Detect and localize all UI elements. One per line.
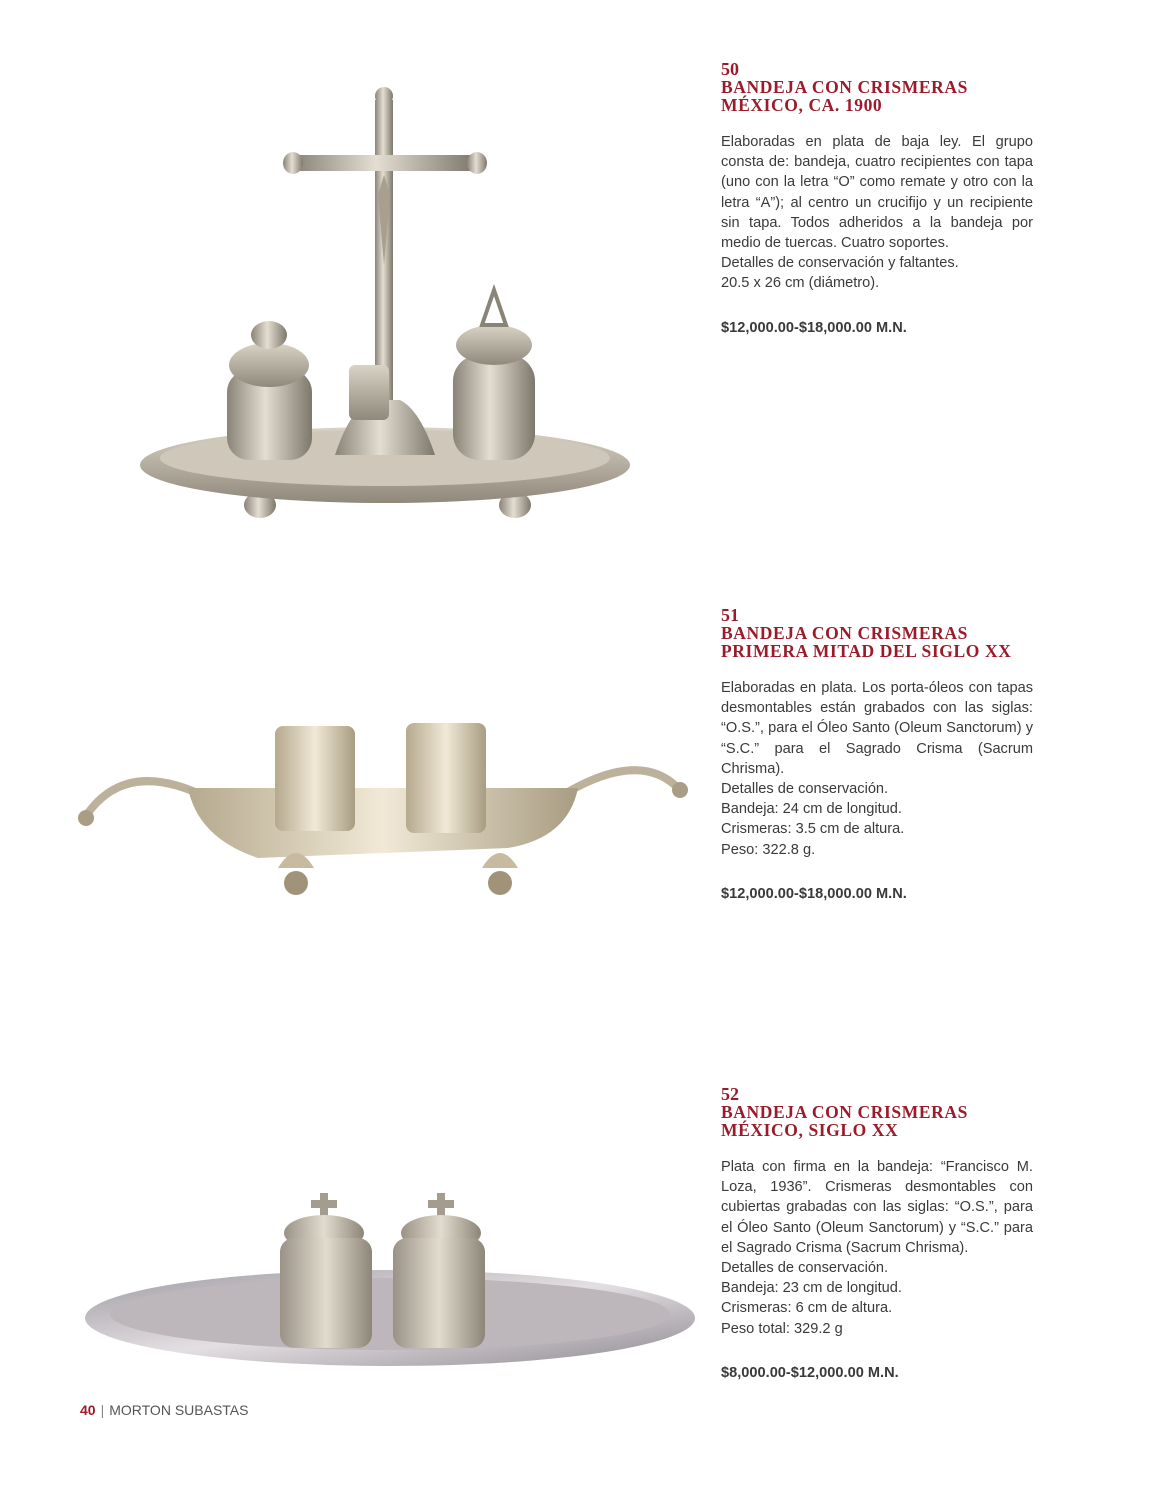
- description-line: Detalles de conservación.: [721, 781, 889, 798]
- lot-title-line-2: PRIMERA MITAD DEL SIGLO XX: [721, 641, 1012, 661]
- footer-separator: |: [100, 1402, 105, 1418]
- lot-title-line-1: BANDEJA CON CRISMERAS: [721, 77, 968, 97]
- lot-50-text: [721, 60, 1033, 336]
- lot-description: [721, 1157, 1033, 1339]
- lot-price: $12,000.00-$18,000.00 M.N.: [721, 319, 907, 336]
- page-number: 40: [80, 1402, 96, 1418]
- lot-number: 52: [721, 1084, 739, 1104]
- page-footer: [80, 1402, 248, 1418]
- description-line: Peso: 322.8 g.: [721, 841, 816, 858]
- lot-description: [721, 678, 1033, 860]
- lot-price: $8,000.00-$12,000.00 M.N.: [721, 1364, 899, 1381]
- lot-52-text: [721, 1085, 1033, 1381]
- crucifix-tray-image: [135, 80, 640, 525]
- lot-title: [721, 624, 1033, 660]
- description-line: Crismeras: 3.5 cm de altura.: [721, 821, 905, 838]
- lot-number: 50: [721, 59, 739, 79]
- description-line: 20.5 x 26 cm (diámetro).: [721, 275, 880, 292]
- lot-50-photo: [135, 80, 640, 525]
- description-line: Elaboradas en plata de baja ley. El grupo consta de: bandeja, cuatro recipientes con tapa (uno con la letra “O” como remate y otro con la letra “A”); al centro un crucifijo y un recipiente sin tapa. Todos adheridos a la bandeja por medio de tuercas. Cuatro soportes.: [721, 134, 1033, 252]
- description-line: Peso total: 329.2 g: [721, 1320, 843, 1337]
- description-line: Elaboradas en plata. Los porta-óleos con tapas desmontables están grabados con las siglas: “O.S.”, para el Óleo Santo (Oleum Sanctorum) y “S.C.” para el Sagrado Crisma (Sacrum Chrisma).: [721, 680, 1033, 777]
- oil-cruet-tray-image: [68, 718, 698, 898]
- lot-51-text: [721, 606, 1033, 902]
- description-line: Bandeja: 24 cm de longitud.: [721, 801, 902, 818]
- description-line: Detalles de conservación.: [721, 1260, 889, 1277]
- lot-title-line-1: BANDEJA CON CRISMERAS: [721, 623, 968, 643]
- lot-52-photo: [80, 1188, 700, 1368]
- lot-title-line-1: BANDEJA CON CRISMERAS: [721, 1102, 968, 1122]
- lot-title-line-2: MÉXICO, CA. 1900: [721, 95, 883, 115]
- lot-51-photo: [68, 718, 698, 898]
- lot-title: [721, 1103, 1033, 1139]
- publisher-name: MORTON SUBASTAS: [109, 1402, 249, 1418]
- oval-tray-with-cruets-image: [80, 1188, 700, 1368]
- description-line: Crismeras: 6 cm de altura.: [721, 1300, 893, 1317]
- lot-price: $12,000.00-$18,000.00 M.N.: [721, 885, 907, 902]
- lot-title-line-2: MÉXICO, SIGLO XX: [721, 1120, 899, 1140]
- description-line: Bandeja: 23 cm de longitud.: [721, 1280, 902, 1297]
- description-line: Plata con firma en la bandeja: “Francisco M. Loza, 1936”. Crismeras desmontables con cubiertas grabadas con las siglas: “O.S.”, para el Óleo Santo (Oleum Sanctorum) y “S.C.” para el Sagrado Crisma (Sacrum Chrisma).: [721, 1159, 1033, 1256]
- lot-title: [721, 78, 1033, 114]
- description-line: Detalles de conservación y faltantes.: [721, 255, 959, 272]
- lot-number: 51: [721, 605, 739, 625]
- lot-description: [721, 132, 1033, 294]
